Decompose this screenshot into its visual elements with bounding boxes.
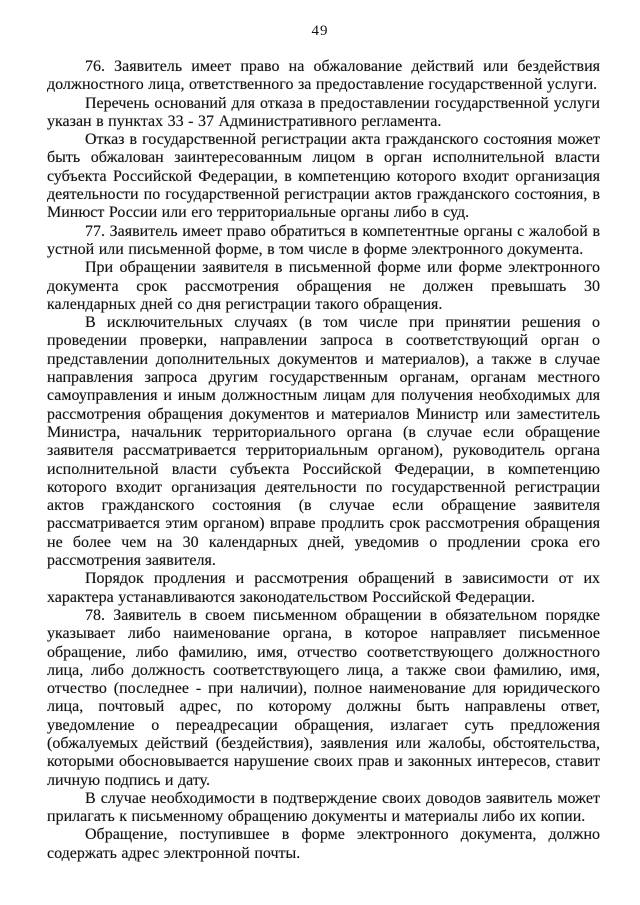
paragraph-78-email: Обращение, поступившее в форме электронного документа, должно содержать адрес электронной почты. bbox=[47, 826, 600, 862]
paragraph-76-refusal: Отказ в государственной регистрации акта гражданского состояния может быть обжалован заинтересованным лицом в орган исполнительной власти субъекта Российской Федерации, в компетенцию которого входит организация деятельности по государственной регистрации актов гражданского состояния, в Минюст России или его территориальные органы либо в суд. bbox=[47, 131, 600, 222]
page-number: 49 bbox=[311, 23, 329, 39]
paragraph-77-extension-order: Порядок продления и рассмотрения обращений в зависимости от их характера устанавливаются законодательством Российской Федерации. bbox=[47, 570, 600, 606]
paragraph-78-attachments: В случае необходимости в подтверждение своих доводов заявитель может прилагать к письменному обращению документы и материалы либо их копии. bbox=[47, 789, 600, 826]
paragraph-77-exceptional-cases: В исключительных случаях (в том числе при принятии решения о проведении проверки, направлении запроса в соответствующий орган о представлении дополнительных документов и материалов), а также в случае направления запроса другим государственным органам, органам местного самоуправления и иным должностным лицам для получения необходимых для рассмотрения обращения документов и материалов Министр или заместитель Министра, начальник территориального органа (в случае если обращение заявителя рассматривается территориальным органом), руководитель органа исполнительной власти субъекта Российской Федерации, в компетенцию которого входит организация деятельности по государственной регистрации актов гражданского состояния (в случае если обращение заявителя рассматривается этим органом) вправе продлить срок рассмотрения обращения не более чем на 30 календарных дней, уведомив о продлении срока его рассмотрения заявителя. bbox=[47, 314, 600, 570]
paragraph-77-written-form: При обращении заявителя в письменной форме или форме электронного документа срок рассмотрения обращения не должен превышать 30 календарных дней со дня регистрации такого обращения. bbox=[47, 259, 600, 313]
document-body bbox=[47, 58, 600, 863]
paragraph-78: 78. Заявитель в своем письменном обращении в обязательном порядке указывает либо наименование органа, в которое направляет письменное обращение, либо фамилию, имя, отчество соответствующего должностного лица, либо должность соответствующего лица, а также свои фамилию, имя, отчество (последнее - при наличии), полное наименование для юридического лица, почтовый адрес, по которому должны быть направлены ответ, уведомление о переадресации обращения, излагает суть предложения (обжалуемых действий (бездействия), заявления или жалобы, обстоятельства, которыми обосновывается нарушение своих прав и законных интересов, ставит личную подпись и дату. bbox=[47, 606, 600, 789]
paragraph-76-grounds: Перечень оснований для отказа в предоставлении государственной услуги указан в пунктах 33 - 37 Административного регламента. bbox=[47, 94, 600, 130]
paragraph-76: 76. Заявитель имеет право на обжалование действий или бездействия должностного лица, ответственного за предоставление государственной услуги. bbox=[47, 58, 600, 94]
paragraph-77: 77. Заявитель имеет право обратиться в компетентные органы с жалобой в устной или письменной форме, в том числе в форме электронного документа. bbox=[47, 222, 600, 258]
